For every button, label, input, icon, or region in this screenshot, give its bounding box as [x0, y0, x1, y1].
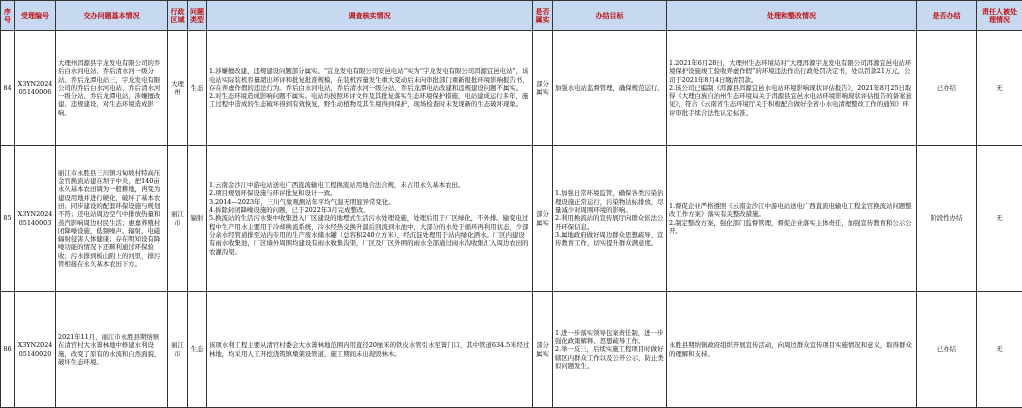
cell-closed: 已办结	[917, 31, 977, 146]
cell-type: 生态	[188, 31, 207, 146]
cell-fact: 部分属实	[533, 292, 553, 408]
cell-goal: 加强水电站监督管理，确保规范运行。	[553, 31, 667, 146]
cell-investigation: 1.涉嫌擅改建、违规建设问题部分属实。“宜龙发电有限公司安邑电站”实为“宇龙发电有限公司洱源宜邑电站”，该电站实际装机容量超出环评和批复批准规模，在装机容量发生重大变动后未向审批部门重新报批环境影响报告书，存在弄虚作假的违法行为。乔后白水河电站、乔后清水河一级分站、乔后龙潭电站改建和违规建设问题不属实。 2.对生态环境造成影响问题不属实。电站均按照环评文件及其批复落实生态环境保护措施，电站建成运行多年，施工过程中造成的生态破坏得到有效恢复，野生动植物及其生境得到保护，现场检查时未发现新的生态破坏现象。	[207, 31, 533, 146]
cell-handling: 永胜县期纳镇政府组织开展宣传活动，向周边群众宣传项目实施情况和意义，取得群众的理解和支持。	[667, 292, 917, 408]
cell-region: 大理州	[168, 31, 188, 146]
table-row	[1, 146, 1022, 292]
cell-issue: 2021年11月，丽江市永胜县期纳镇在清官村大水箐林地中修建水利设施，改变了原有的水流和自然面貌，破坏生态环境。	[56, 292, 168, 408]
header-issue: 交办问题基本情况	[56, 1, 168, 31]
cell-handling: 1.2021年6月28日，大理州生态环境局对“大理洱源宇龙发电有限公司洱源宜邑电站环境保护设施竣工验收弄虚作假”的环境违法作出行政处罚决定书，处以罚款21万元，公司于2021年8月4日缴清罚款。 2.该公司已编制《洱源县洱源宜邑水电站环境影响现状评估报告》，2021年8月25日取得《大理白族自治州生态环境局关于洱源县宜邑水电站环境影响现状评估报告的备案意见》，符合《云南省生态环境厅关于积极配合做好全省小水电清理整改工作的通知》环评审批手续合法性认定标准。	[667, 31, 917, 146]
header-type: 问题类型	[188, 1, 207, 31]
cell-seq: 86	[1, 292, 15, 408]
cell-handling: 1.督促企业严格遵照《云南金沙江中游电站送电广西直流电输电工程金官换流站问题整改工作方案》落实有关整改措施。 2.制定整改方案，强化部门监督管理，督促企业落实主体责任，加强宣传教育和公示公开。	[667, 146, 917, 292]
header-id: 受理编号	[15, 1, 56, 31]
cell-fact: 部分属实	[533, 31, 553, 146]
header-fact: 是否属实	[533, 1, 553, 31]
cell-investigation: 1.云南金沙江中游电站送电广西直流输电工程换流站用地合法合规，未占用永久基本农田。 2.项目规划环保设施与环评批复和设计一致。 3.2014—2023年，三川气象观测站年平均气温无明显异常变化。 4.拆除封闭降噪设施的问题，已于2022年3月完成整改。 5.换流站的生活污水集中收集进入厂区建设的地埋式生活污水处理设施，处理后用于厂区绿化，不外排。输变电过程中生产用水主要用于冷却换流系统，冷水经热交换升温后回流到水池中，大部分的水处于循环再利用状态，少部分余水经管道排至站内专用的生产废水储水罐（总容积240立方米），经沉淀处理用于站内绿化洒水。厂区内建设有雨水收集池，厂区墙外周围均建设有雨水收集沟渠，厂区及厂区外围的雨水全部通过雨水沟收集汇入周边农田的农灌沟渠。	[207, 146, 533, 292]
cell-responsible: 无	[977, 292, 1022, 408]
cell-id: X3YN2024 05140006	[15, 31, 56, 146]
cell-region: 丽江市	[168, 146, 188, 292]
cell-goal: 1.加强日常环境监管，确保各类污染治理设施正常运行，污染物达标排放，尽量减少对周围环境的影响。 2.利用换流站的宣传展厅向群众依法公开环保信息。 3.属地政府做好周边群众思想疏导、宣传教育工作，切实提升群众满意度。	[553, 146, 667, 292]
table-row	[1, 292, 1022, 408]
cell-closed: 阶段性办结	[917, 146, 977, 292]
header-responsible: 责任人被处理情况	[977, 1, 1022, 31]
header-goal: 办结目标	[553, 1, 667, 31]
cell-id: X3YN2024 05140003	[15, 146, 56, 292]
cell-responsible: 无	[977, 146, 1022, 292]
cell-region: 丽江市	[168, 292, 188, 408]
header-region: 行政区域	[168, 1, 188, 31]
cell-issue: 大理州洱源县宇龙发电有限公司的乔后白水河电站、乔后清水河一级分站、乔后龙潭电站三，宇龙发电有限公司的乔后白水河电站、乔后清水河一级分站、乔后龙潭电站，涉嫌擅改建、违规建设，对生态环境造成影响。	[56, 31, 168, 146]
cell-id: X3YN2024 05140020	[15, 292, 56, 408]
header-closed: 是否办结	[917, 1, 977, 31]
cell-closed: 已办结	[917, 292, 977, 408]
header-investigation: 调查核实情况	[207, 1, 533, 31]
cell-fact: 部分属实	[533, 146, 553, 292]
header-row	[1, 1, 1022, 31]
cell-seq: 84	[1, 31, 15, 146]
cell-seq: 85	[1, 146, 15, 292]
header-handling: 处理和整改情况	[667, 1, 917, 31]
table-row	[1, 31, 1022, 146]
cell-investigation: 该项水利工程主要从清官村委会大水箐林地范围内用直径20厘米的铁皮水管引水至箐门口，其中管道634.5米经过林地，均采用人工开挖浇筑镇墩架设管道，施工期间未出现毁林木。	[207, 292, 533, 408]
cell-issue: 丽江市永胜县三川镇习甸坡村特高压金官换流站建在坝子中央，把140亩永久基本农田调为一般耕地，再变为建设用地并进行硬化，破坏了基本农田；同步建设的配套环保设施与规划不符；还电站周边空气中排放热量和蒸汽影响周边村民生活；惠嘉养殖村闭降噪设施，低频噪声、辐射、电磁辐射侵害人体健康；存在明知设有降噪功能的情况下还顺利通过环保验收；污水排到板山附上的河里，排污管相接在永久基本农田下方。	[56, 146, 168, 292]
cell-responsible: 无	[977, 31, 1022, 146]
cell-goal: 1.进一步落实领导包案责任制，进一步强化政策解释、思想疏导工作。 2.举一反三，后续实施工程项目时做好辖区内群众工作以及公开公示，防止类似问题发生。	[553, 292, 667, 408]
cell-type: 生态	[188, 292, 207, 408]
header-seq: 序号	[1, 1, 15, 31]
cell-type: 辐射	[188, 146, 207, 292]
